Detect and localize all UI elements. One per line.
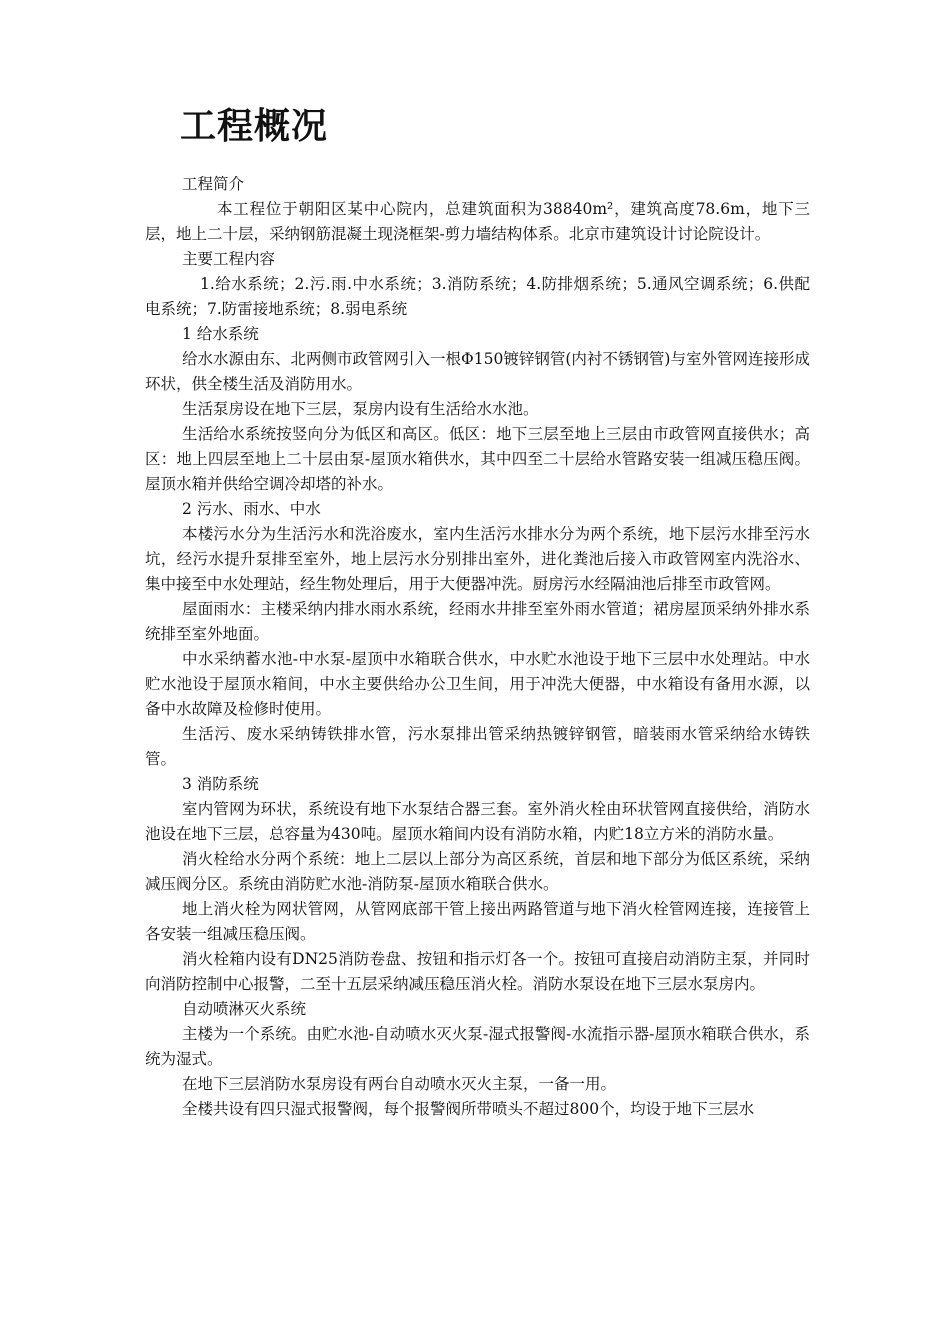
paragraph: 消火栓给水分两个系统：地上二层以上部分为高区系统，首层和地下部分为低区系统，采纳减压阀分区。系统由消防贮水池-消防泵-屋顶水箱联合供水。: [145, 850, 810, 893]
paragraph: 本工程位于朝阳区某中心院内，总建筑面积为38840m²，建筑高度78.6m，地下三层，地上二十层，采纳钢筋混凝土现浇框架-剪力墙结构体系。北京市建筑设计讨论院设计。: [145, 200, 810, 243]
paragraph: 生活污、废水采纳铸铁排水管，污水泵排出管采纳热镀锌钢管，暗装雨水管采纳给水铸铁管。: [145, 725, 810, 768]
paragraph: 2 污水、雨水、中水: [182, 500, 321, 518]
paragraph: 主楼为一个系统。由贮水池-自动喷水灭火泵-湿式报警阀-水流指示器-屋顶水箱联合供水，系统为湿式。: [145, 1025, 810, 1068]
paragraph: 屋面雨水：主楼采纳内排水雨水系统，经雨水井排至室外雨水管道；裙房屋顶采纳外排水系统排至室外地面。: [145, 600, 810, 643]
paragraph: 中水采纳蓄水池-中水泵-屋顶中水箱联合供水，中水贮水池设于地下三层中水处理站。中水贮水池设于屋顶水箱间，中水主要供给办公卫生间，用于冲洗大便器，中水箱设有备用水源，以备中水故障及检修时使用。: [145, 650, 810, 718]
paragraph: 地上消火栓为网状管网，从管网底部干管上接出两路管道与地下消火栓管网连接，连接管上各安装一组减压稳压阀。: [145, 900, 810, 943]
page-title: 工程概况: [180, 105, 329, 147]
paragraph: 3 消防系统: [182, 775, 259, 793]
paragraph: 生活泵房设在地下三层，泵房内设有生活给水水池。: [182, 400, 539, 418]
paragraph: 主要工程内容: [182, 250, 276, 268]
paragraph: 1.给水系统；2.污.雨.中水系统；3.消防系统；4.防排烟系统；5.通风空调系统；6.供配电系统；7.防雷接地系统；8.弱电系统: [145, 275, 810, 318]
paragraph: 室内管网为环状，系统设有地下水泵结合器三套。室外消火栓由环状管网直接供给，消防水池设在地下三层，总容量为430吨。屋顶水箱间内设有消防水箱，内贮18立方米的消防水量。: [145, 800, 810, 843]
document-body: [145, 172, 810, 1122]
paragraph: 自动喷淋灭火系统: [182, 1000, 307, 1018]
paragraph: 全楼共设有四只湿式报警阀，每个报警阀所带喷头不超过800个，均设于地下三层水: [182, 1100, 755, 1118]
paragraph: 工程简介: [182, 175, 245, 193]
paragraph: 生活给水系统按竖向分为低区和高区。低区：地下三层至地上三层由市政管网直接供水；高区：地上四层至地上二十层由泵-屋顶水箱供水，其中四至二十层给水管路安装一组减压稳压阀。屋顶水箱并供给空调冷却塔的补水。: [145, 425, 810, 493]
paragraph: 在地下三层消防水泵房设有两台自动喷水灭火主泵，一备一用。: [182, 1075, 617, 1093]
paragraph: 本楼污水分为生活污水和洗浴废水，室内生活污水排水分为两个系统，地下层污水排至污水坑，经污水提升泵排至室外，地上层污水分别排出室外，进化粪池后接入市政管网室内洗浴水、集中接至中水处理站，经生物处理后，用于大便器冲洗。厨房污水经隔油池后排至市政管网。: [145, 525, 810, 593]
paragraph: 消火栓箱内设有DN25消防卷盘、按钮和指示灯各一个。按钮可直接启动消防主泵，并同时向消防控制中心报警，二至十五层采纳减压稳压消火栓。消防水泵设在地下三层水泵房内。: [145, 950, 810, 993]
paragraph: 1 给水系统: [182, 325, 259, 343]
paragraph: 给水水源由东、北两侧市政管网引入一根Φ150镀锌钢管(内衬不锈钢管)与室外管网连接形成环状，供全楼生活及消防用水。: [145, 350, 810, 393]
